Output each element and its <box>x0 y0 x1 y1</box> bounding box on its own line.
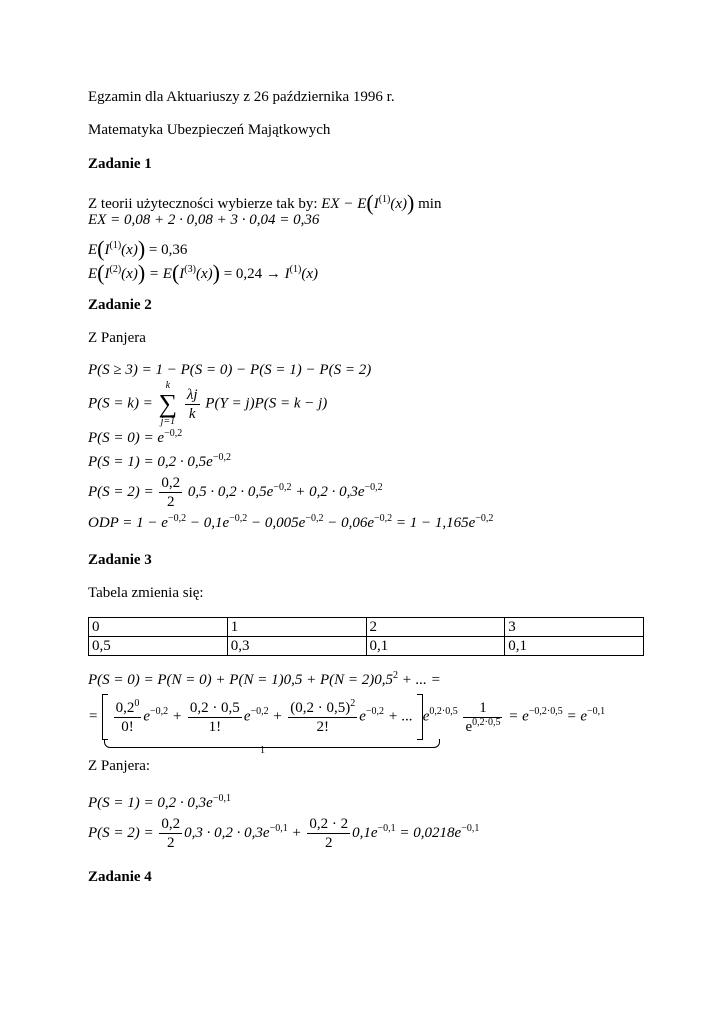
task-3-p0-line <box>88 671 441 689</box>
task-1-intro: Z teorii użyteczności wybierze tak by: EX − $E(I^{(1)}(x))$ min <box>88 190 442 215</box>
task-3-p0-tail: + ... = <box>401 672 441 688</box>
bracket-e3: e <box>359 708 366 725</box>
task-2-l6-e3: −0,2 <box>305 513 324 524</box>
sum-symbol: k ∑ j=1 <box>158 380 178 427</box>
task-2-l5-exp2: −0,2 <box>364 481 383 493</box>
task-3-q1-text: P(S = 1) = 0,2 · 0,3e <box>88 795 213 811</box>
fraction-numerator-sup: 0 <box>134 697 140 709</box>
task-3-bracket-expression: = $\frac{0,2^0}{0!}$ $e^{-0,2}$ + $\frac{0,2 \cdot 0,5}{1!}$ $e^{-0,2}$ + $\frac{(0,2 \cdot 0,5)^2}{2!}$ $e^{-0,2}$ + ... $e^{0,2\cdot 0,5}$ $\frac{1}{e^{0,2\cdot 0,5}}$ = $e^{-0,2\cdot 0,5} = e^{-0,1}$ <box>88 694 605 740</box>
task-1-e2-val: = 0,24 → <box>223 266 281 282</box>
table-row <box>89 637 644 656</box>
fraction-denominator: k <box>188 405 196 422</box>
task-1-e2-x1: (x) <box>301 266 318 282</box>
task-1-e2-I1: I <box>284 266 290 282</box>
task-1-e1-prefix: E <box>88 242 98 258</box>
task-2-l6-b: − 0,1e <box>189 515 230 531</box>
bracket-res2-exp: −0,1 <box>587 706 606 718</box>
task-2-line-3 <box>88 429 182 447</box>
task-3-panjer-intro: Z Panjera: <box>88 758 151 774</box>
task-2-heading: Zadanie 2 <box>88 297 152 313</box>
fraction-denominator: 2! <box>316 718 329 735</box>
task-1-e2-I3: I <box>179 266 185 282</box>
task-2-l5-left: P(S = 2) = <box>88 483 154 500</box>
task-1-intro-x: (x) <box>390 196 408 212</box>
fraction-denominator: 2 <box>167 835 175 851</box>
table-cell: 1 <box>227 618 366 637</box>
task-1-intro-text: Z teorii użyteczności wybierze tak by: <box>88 196 318 212</box>
task-3-heading: Zadanie 3 <box>88 552 152 568</box>
task-1-e1-val: = 0,36 <box>148 242 188 258</box>
distribution-table <box>88 617 644 656</box>
bracket-e1-exp: −0,2 <box>150 706 169 718</box>
task-1-intro-I: I <box>373 196 379 212</box>
task-3-q1-exp: −0,1 <box>212 793 231 804</box>
task-3-p0-text: P(S = 0) = P(N = 0) + P(N = 1)0,5 + P(N = 2)0,5 <box>88 672 393 688</box>
task-2-l5-mid: 0,5 · 0,2 · 0,5e <box>187 483 274 500</box>
exam-title: Egzamin dla Aktuariuszy z 26 października 1996 r. <box>88 89 395 105</box>
fraction-numerator: 0,2 <box>115 699 135 716</box>
bracket-res1: = e <box>508 708 529 725</box>
fraction-numerator: 0,2 · 2 <box>309 816 349 832</box>
task-1-e2-prefix: E <box>88 266 98 282</box>
bracket-e2-exp: −0,2 <box>250 706 269 718</box>
task-3-q2-exp1: −0,1 <box>269 822 288 834</box>
subject-title: Matematyka Ubezpieczeń Majątkowych <box>88 122 331 138</box>
table-cell: 0,5 <box>89 637 228 656</box>
bracket-fraction-1 <box>114 699 142 736</box>
task-2-line-4 <box>88 453 231 471</box>
task-1-ex: EX = 0,08 + 2 · 0,08 + 3 · 0,04 = 0,36 <box>88 212 320 228</box>
task-3-intro: Tabela zmienia się: <box>88 585 204 601</box>
task-3-q2-exp3: −0,1 <box>461 822 480 834</box>
task-2-l6-e: = 1 − 1,165e <box>395 515 476 531</box>
table-cell: 0,3 <box>227 637 366 656</box>
bracket-after: e <box>422 708 430 725</box>
task-3-q1 <box>88 794 231 812</box>
task-3-q2-plus: + <box>291 824 302 841</box>
underbrace <box>104 739 440 748</box>
sum-upper-limit: k <box>165 380 171 391</box>
task-2-l2-right: P(Y = j)P(S = k − j) <box>205 395 328 412</box>
sum-lower-limit: j=1 <box>160 416 176 427</box>
task-1-e2-mid: (x) <box>121 266 138 282</box>
task-4-heading: Zadanie 4 <box>88 869 152 885</box>
task-2-line-2 <box>88 381 327 427</box>
task-3-p0-sup: 2 <box>392 670 398 681</box>
fraction-numerator: 0,2 <box>161 475 181 491</box>
fraction-denominator: 1! <box>208 718 222 735</box>
task-1-e1-rest: (x) <box>121 242 138 258</box>
task-2-l6-e2: −0,2 <box>229 513 248 524</box>
task-1-e2-sup3: (3) <box>184 264 196 275</box>
task-3-q2-fraction-2 <box>307 815 350 852</box>
task-1-e2-sup: (2) <box>109 264 122 275</box>
table-cell: 0 <box>89 618 228 637</box>
fraction-numerator-sup: 2 <box>350 697 356 709</box>
task-2-l6-e4: −0,2 <box>373 513 393 524</box>
task-2-line-6 <box>88 514 493 532</box>
task-1-e2: $E(I^{(2)}(x)) = E(I^{(3)}(x)) = 0,24 \to I^{(1)}(x)$ <box>88 260 318 285</box>
task-2-l4-text: P(S = 1) = 0,2 · 0,5e <box>88 454 213 470</box>
task-3-q2-mid: 0,3 · 0,2 · 0,3e <box>184 824 270 841</box>
task-2-l6-c: − 0,005e <box>251 515 306 531</box>
fraction-numerator: (0,2 · 0,5) <box>290 699 351 716</box>
fraction-numerator: 0,2 · 0,5 <box>189 699 240 716</box>
task-1-e2-eq: = E <box>148 266 172 282</box>
task-3-q2-left: P(S = 2) = <box>88 824 154 841</box>
task-2-line-1: P(S ≥ 3) = 1 − P(S = 0) − P(S = 1) − P(S = 2) <box>88 362 372 378</box>
task-2-l3-exp: −0,2 <box>164 428 183 439</box>
table-cell: 0,1 <box>366 637 505 656</box>
fraction-numerator: λj <box>186 386 198 403</box>
bracket-res2: = e <box>566 708 588 725</box>
task-1-intro-sup: (1) <box>378 194 391 205</box>
bracket-after-exp: 0,2·0,5 <box>429 706 458 718</box>
left-bracket <box>102 694 108 740</box>
task-2-line-5 <box>88 474 383 511</box>
fraction-denominator: e <box>465 718 473 735</box>
bracket-e2: e <box>243 708 251 725</box>
task-1-intro-expr: EX − E <box>321 196 367 212</box>
task-3-q2 <box>88 815 479 852</box>
bracket-eq: = <box>88 708 99 725</box>
table-row <box>89 618 644 637</box>
fraction-denominator: 0! <box>121 718 134 735</box>
task-2-l3-text: P(S = 0) = e <box>88 430 165 446</box>
task-1-intro-min: min <box>418 196 442 212</box>
fraction-numerator: 1 <box>463 699 502 718</box>
task-2-l5-mid2: + 0,2 · 0,3e <box>295 483 365 500</box>
task-2-l6-e5: −0,2 <box>475 513 494 524</box>
bracket-fraction-2 <box>188 699 242 736</box>
task-1-e2-sup1: (1) <box>289 264 302 275</box>
bracket-res1-exp: −0,2·0,5 <box>528 706 563 718</box>
task-3-q2-res: = 0,0218e <box>399 824 462 841</box>
task-3-q2-exp2: −0,1 <box>377 822 396 834</box>
fraction-denominator: 2 <box>324 835 333 851</box>
task-2-l6-d: − 0,06e <box>327 515 374 531</box>
task-2-l2-left: P(S = k) = <box>88 395 153 412</box>
bracket-e1: e <box>143 708 151 725</box>
table-cell: 3 <box>505 618 644 637</box>
bracket-fraction-3 <box>288 699 357 736</box>
bracket-e3-exp: −0,2 <box>365 706 385 718</box>
underbrace-label: 1 <box>260 745 265 756</box>
bracket-dots: + ... <box>387 708 413 725</box>
task-2-l4-exp: −0,2 <box>212 452 231 463</box>
fraction-denominator: 2 <box>167 494 175 510</box>
task-3-q2-mid2: 0,1e <box>352 824 378 841</box>
task-1-e2-I: I <box>104 266 110 282</box>
task-3-q2-fraction-1 <box>159 815 182 852</box>
task-1-e1: $E(I^{(1)}(x)) = 0,36$ <box>88 236 188 261</box>
task-2-l6-a: ODP = 1 − e <box>88 515 168 531</box>
task-1-e1-I: I <box>104 242 110 258</box>
task-2-intro: Z Panjera <box>88 330 146 346</box>
table-cell: 2 <box>366 618 505 637</box>
task-2-l2-fraction <box>185 386 200 423</box>
table-cell: 0,1 <box>505 637 644 656</box>
task-2-l5-exp1: −0,2 <box>273 481 292 493</box>
fraction-denominator-exp: 0,2·0,5 <box>472 716 501 728</box>
task-2-l6-e1: −0,2 <box>167 513 187 524</box>
task-2-l5-fraction <box>159 474 182 511</box>
task-1-e2-x3: (x) <box>195 266 213 282</box>
fraction-numerator: 0,2 <box>161 816 181 832</box>
task-1-heading: Zadanie 1 <box>88 156 152 172</box>
task-1-e1-sup: (1) <box>109 240 122 251</box>
bracket-fraction-4 <box>463 699 502 736</box>
